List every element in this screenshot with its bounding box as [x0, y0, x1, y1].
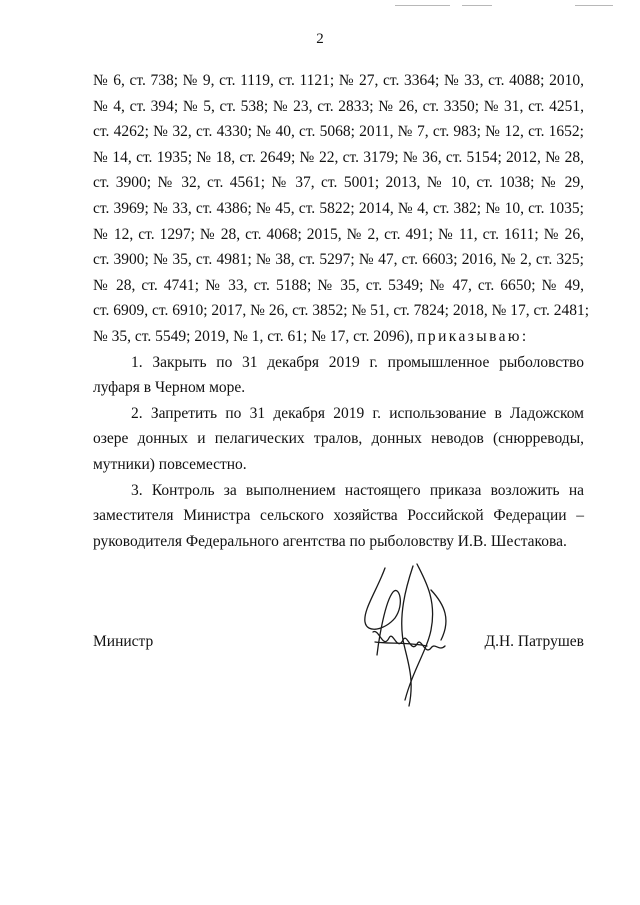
legal-reference-line-last [93, 324, 584, 350]
legal-reference-line: ст. 4262; № 32, ст. 4330; № 40, ст. 5068; 2011, № 7, ст. 983; № 12, ст. 1652; [93, 123, 584, 141]
document-body [93, 68, 590, 554]
legal-reference-line: № 6, ст. 738; № 9, ст. 1119, ст. 1121; № 27, ст. 3364; № 33, ст. 4088; 2010, [93, 72, 584, 89]
legal-reference-tail: № 35, ст. 5549; 2019, № 1, ст. 61; № 17, ст. 2096), [93, 327, 414, 345]
legal-reference-line: ст. 6909, ст. 6910; 2017, № 26, ст. 3852; № 51, ст. 7824; 2018, № 17, ст. 2481; [93, 302, 590, 320]
legal-reference-line: ст. 3900; № 32, ст. 4561; № 37, ст. 5001; 2013, № 10, ст. 1038; № 29, [93, 174, 584, 192]
order-item-1: 1. Закрыть по 31 декабря 2019 г. промышленное рыболовство луфаря в Черном море. [93, 353, 584, 397]
order-item-2: 2. Запретить по 31 декабря 2019 г. использование в Ладожском озере донных и пелагических тралов, донных неводов (снюрреводы, мутники) повсеместно. [93, 404, 584, 473]
legal-reference-line: ст. 3900; № 35, ст. 4981; № 38, ст. 5297; № 47, ст. 6603; 2016, № 2, ст. 325; [93, 251, 584, 269]
legal-reference-line: № 4, ст. 394; № 5, ст. 538; № 23, ст. 2833; № 26, ст. 3350; № 31, ст. 4251, [93, 97, 584, 115]
signatory-position: Министр [93, 633, 154, 650]
signature-block [93, 633, 584, 663]
legal-reference-line: № 28, ст. 4741; № 33, ст. 5188; № 35, ст. 5349; № 47, ст. 6650; № 49, [93, 276, 584, 294]
scan-mark-line [462, 5, 492, 6]
handwritten-signature [355, 560, 460, 710]
legal-reference-line: № 14, ст. 1935; № 18, ст. 2649; № 22, ст. 3179; № 36, ст. 5154; 2012, № 28, [93, 148, 584, 166]
order-word: приказываю: [417, 327, 529, 345]
order-item-3: 3. Контроль за выполнением настоящего приказа возложить на заместителя Министра сельского хозяйства Российской Федерации – руководителя Федерального агентства по рыболовству И.В. Шестакова. [93, 481, 584, 550]
page-number: 2 [316, 31, 324, 47]
scan-mark-line [395, 5, 450, 6]
legal-reference-line: ст. 3969; № 33, ст. 4386; № 45, ст. 5822; 2014, № 4, ст. 382; № 10, ст. 1035; [93, 199, 584, 217]
legal-references [93, 68, 590, 350]
signatory-name: Д.Н. Патрушев [484, 633, 584, 650]
legal-reference-line: № 12, ст. 1297; № 28, ст. 4068; 2015, № 2, ст. 491; № 11, ст. 1611; № 26, [93, 225, 584, 243]
scan-mark-line [575, 5, 613, 6]
